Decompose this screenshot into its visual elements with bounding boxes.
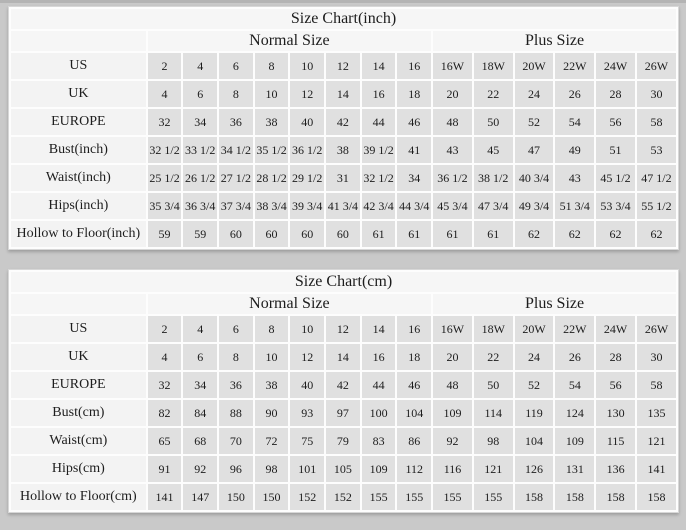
size-value-cell: 152 bbox=[290, 484, 324, 510]
size-value-cell: 92 bbox=[183, 456, 217, 482]
size-value-cell: 38 bbox=[255, 372, 289, 398]
size-value-cell: 32 bbox=[148, 109, 182, 135]
size-value-cell: 121 bbox=[637, 428, 676, 454]
size-value-cell: 28 1/2 bbox=[255, 165, 289, 191]
size-value-cell: 16 bbox=[397, 53, 431, 79]
table-row bbox=[11, 109, 676, 135]
size-value-cell: 58 bbox=[637, 372, 676, 398]
size-value-cell: 18 bbox=[397, 344, 431, 370]
size-value-cell: 47 bbox=[515, 137, 554, 163]
corner-cell bbox=[11, 31, 146, 51]
size-value-cell: 36 bbox=[219, 372, 253, 398]
size-value-cell: 38 1/2 bbox=[474, 165, 513, 191]
size-value-cell: 36 1/2 bbox=[433, 165, 472, 191]
size-value-cell: 46 bbox=[397, 109, 431, 135]
size-value-cell: 59 bbox=[183, 221, 217, 247]
size-value-cell: 10 bbox=[290, 316, 324, 342]
size-value-cell: 14 bbox=[326, 344, 360, 370]
size-value-cell: 121 bbox=[474, 456, 513, 482]
size-value-cell: 46 bbox=[397, 372, 431, 398]
size-value-cell: 32 1/2 bbox=[148, 137, 182, 163]
size-value-cell: 50 bbox=[474, 372, 513, 398]
row-label: US bbox=[11, 53, 146, 79]
size-value-cell: 43 bbox=[555, 165, 594, 191]
table-row bbox=[11, 484, 676, 510]
plus-size-header: Plus Size bbox=[433, 294, 676, 314]
size-value-cell: 126 bbox=[515, 456, 554, 482]
size-value-cell: 150 bbox=[219, 484, 253, 510]
size-value-cell: 45 3/4 bbox=[433, 193, 472, 219]
size-value-cell: 51 3/4 bbox=[555, 193, 594, 219]
size-value-cell: 39 1/2 bbox=[362, 137, 396, 163]
size-value-cell: 124 bbox=[555, 400, 594, 426]
size-value-cell: 38 3/4 bbox=[255, 193, 289, 219]
size-value-cell: 112 bbox=[397, 456, 431, 482]
size-value-cell: 88 bbox=[219, 400, 253, 426]
size-value-cell: 90 bbox=[255, 400, 289, 426]
size-value-cell: 68 bbox=[183, 428, 217, 454]
size-value-cell: 44 3/4 bbox=[397, 193, 431, 219]
size-value-cell: 62 bbox=[637, 221, 676, 247]
size-value-cell: 16W bbox=[433, 316, 472, 342]
size-value-cell: 158 bbox=[515, 484, 554, 510]
size-value-cell: 14 bbox=[362, 53, 396, 79]
table-row bbox=[11, 316, 676, 342]
size-value-cell: 22 bbox=[474, 344, 513, 370]
size-value-cell: 155 bbox=[474, 484, 513, 510]
size-value-cell: 55 1/2 bbox=[637, 193, 676, 219]
size-value-cell: 29 1/2 bbox=[290, 165, 324, 191]
size-value-cell: 10 bbox=[255, 81, 289, 107]
normal-size-header: Normal Size bbox=[148, 31, 431, 51]
size-value-cell: 12 bbox=[290, 344, 324, 370]
size-value-cell: 84 bbox=[183, 400, 217, 426]
size-value-cell: 47 3/4 bbox=[474, 193, 513, 219]
size-value-cell: 65 bbox=[148, 428, 182, 454]
table-title-row bbox=[11, 272, 676, 292]
size-value-cell: 24W bbox=[596, 53, 635, 79]
size-value-cell: 35 1/2 bbox=[255, 137, 289, 163]
row-label: Waist(inch) bbox=[11, 165, 146, 191]
size-value-cell: 35 3/4 bbox=[148, 193, 182, 219]
table-row bbox=[11, 53, 676, 79]
size-value-cell: 24 bbox=[515, 344, 554, 370]
size-value-cell: 45 bbox=[474, 137, 513, 163]
size-value-cell: 104 bbox=[515, 428, 554, 454]
size-value-cell: 38 bbox=[326, 137, 360, 163]
size-value-cell: 152 bbox=[326, 484, 360, 510]
size-value-cell: 109 bbox=[555, 428, 594, 454]
size-value-cell: 22W bbox=[555, 316, 594, 342]
size-value-cell: 32 1/2 bbox=[362, 165, 396, 191]
size-value-cell: 2 bbox=[148, 316, 182, 342]
size-value-cell: 33 1/2 bbox=[183, 137, 217, 163]
size-value-cell: 48 bbox=[433, 109, 472, 135]
size-value-cell: 40 bbox=[290, 372, 324, 398]
size-value-cell: 34 bbox=[183, 372, 217, 398]
size-value-cell: 49 3/4 bbox=[515, 193, 554, 219]
size-value-cell: 20 bbox=[433, 344, 472, 370]
table-row bbox=[11, 193, 676, 219]
size-value-cell: 41 bbox=[397, 137, 431, 163]
size-value-cell: 115 bbox=[596, 428, 635, 454]
row-label: Bust(cm) bbox=[11, 400, 146, 426]
size-value-cell: 16 bbox=[397, 316, 431, 342]
size-value-cell: 79 bbox=[326, 428, 360, 454]
normal-size-header: Normal Size bbox=[148, 294, 431, 314]
size-value-cell: 62 bbox=[596, 221, 635, 247]
size-value-cell: 8 bbox=[219, 344, 253, 370]
size-value-cell: 26 bbox=[555, 344, 594, 370]
size-value-cell: 52 bbox=[515, 372, 554, 398]
size-value-cell: 28 bbox=[596, 81, 635, 107]
size-value-cell: 52 bbox=[515, 109, 554, 135]
size-value-cell: 25 1/2 bbox=[148, 165, 182, 191]
size-value-cell: 100 bbox=[362, 400, 396, 426]
size-value-cell: 136 bbox=[596, 456, 635, 482]
size-value-cell: 86 bbox=[397, 428, 431, 454]
size-value-cell: 8 bbox=[219, 81, 253, 107]
row-label: UK bbox=[11, 81, 146, 107]
size-value-cell: 6 bbox=[219, 53, 253, 79]
size-value-cell: 6 bbox=[183, 81, 217, 107]
size-value-cell: 48 bbox=[433, 372, 472, 398]
size-value-cell: 98 bbox=[255, 456, 289, 482]
size-value-cell: 16 bbox=[362, 81, 396, 107]
size-value-cell: 36 bbox=[219, 109, 253, 135]
size-value-cell: 34 bbox=[397, 165, 431, 191]
corner-cell bbox=[11, 294, 146, 314]
size-value-cell: 75 bbox=[290, 428, 324, 454]
size-value-cell: 155 bbox=[433, 484, 472, 510]
size-value-cell: 20W bbox=[515, 53, 554, 79]
row-label: Hollow to Floor(inch) bbox=[11, 221, 146, 247]
size-value-cell: 56 bbox=[596, 109, 635, 135]
size-value-cell: 36 3/4 bbox=[183, 193, 217, 219]
size-value-cell: 20 bbox=[433, 81, 472, 107]
size-value-cell: 141 bbox=[148, 484, 182, 510]
size-value-cell: 10 bbox=[290, 53, 324, 79]
size-value-cell: 12 bbox=[326, 316, 360, 342]
size-value-cell: 58 bbox=[637, 109, 676, 135]
size-value-cell: 8 bbox=[255, 316, 289, 342]
size-value-cell: 45 1/2 bbox=[596, 165, 635, 191]
size-value-cell: 34 1/2 bbox=[219, 137, 253, 163]
row-label: EUROPE bbox=[11, 372, 146, 398]
size-value-cell: 47 1/2 bbox=[637, 165, 676, 191]
size-value-cell: 109 bbox=[362, 456, 396, 482]
size-value-cell: 130 bbox=[596, 400, 635, 426]
size-value-cell: 109 bbox=[433, 400, 472, 426]
size-value-cell: 28 bbox=[596, 344, 635, 370]
plus-size-header: Plus Size bbox=[433, 31, 676, 51]
size-value-cell: 83 bbox=[362, 428, 396, 454]
size-value-cell: 40 3/4 bbox=[515, 165, 554, 191]
size-value-cell: 104 bbox=[397, 400, 431, 426]
size-value-cell: 131 bbox=[555, 456, 594, 482]
size-value-cell: 14 bbox=[326, 81, 360, 107]
table-row bbox=[11, 372, 676, 398]
size-value-cell: 53 3/4 bbox=[596, 193, 635, 219]
size-value-cell: 30 bbox=[637, 81, 676, 107]
table-row bbox=[11, 400, 676, 426]
size-value-cell: 93 bbox=[290, 400, 324, 426]
size-value-cell: 61 bbox=[433, 221, 472, 247]
size-value-cell: 155 bbox=[362, 484, 396, 510]
row-label: US bbox=[11, 316, 146, 342]
row-label: Hips(cm) bbox=[11, 456, 146, 482]
size-value-cell: 60 bbox=[326, 221, 360, 247]
size-value-cell: 61 bbox=[474, 221, 513, 247]
table-row bbox=[11, 428, 676, 454]
size-value-cell: 70 bbox=[219, 428, 253, 454]
group-header-row bbox=[11, 31, 676, 51]
size-value-cell: 51 bbox=[596, 137, 635, 163]
size-value-cell: 44 bbox=[362, 109, 396, 135]
size-value-cell: 43 bbox=[433, 137, 472, 163]
row-label: UK bbox=[11, 344, 146, 370]
size-value-cell: 32 bbox=[148, 372, 182, 398]
size-value-cell: 60 bbox=[255, 221, 289, 247]
size-value-cell: 158 bbox=[596, 484, 635, 510]
table-row bbox=[11, 221, 676, 247]
size-value-cell: 16 bbox=[362, 344, 396, 370]
size-value-cell: 44 bbox=[362, 372, 396, 398]
table-row bbox=[11, 344, 676, 370]
size-value-cell: 39 3/4 bbox=[290, 193, 324, 219]
table-row bbox=[11, 81, 676, 107]
size-value-cell: 119 bbox=[515, 400, 554, 426]
size-chart-inch-section bbox=[8, 6, 679, 250]
size-value-cell: 62 bbox=[515, 221, 554, 247]
size-value-cell: 54 bbox=[555, 109, 594, 135]
size-value-cell: 61 bbox=[362, 221, 396, 247]
size-value-cell: 41 3/4 bbox=[326, 193, 360, 219]
size-value-cell: 141 bbox=[637, 456, 676, 482]
size-value-cell: 6 bbox=[219, 316, 253, 342]
size-value-cell: 4 bbox=[148, 81, 182, 107]
size-value-cell: 72 bbox=[255, 428, 289, 454]
size-value-cell: 4 bbox=[183, 316, 217, 342]
size-value-cell: 26W bbox=[637, 53, 676, 79]
table-row bbox=[11, 137, 676, 163]
size-value-cell: 2 bbox=[148, 53, 182, 79]
size-value-cell: 16W bbox=[433, 53, 472, 79]
size-value-cell: 26 bbox=[555, 81, 594, 107]
size-value-cell: 40 bbox=[290, 109, 324, 135]
row-label: Bust(inch) bbox=[11, 137, 146, 163]
size-value-cell: 50 bbox=[474, 109, 513, 135]
size-value-cell: 38 bbox=[255, 109, 289, 135]
table-row bbox=[11, 456, 676, 482]
size-value-cell: 24 bbox=[515, 81, 554, 107]
size-value-cell: 36 1/2 bbox=[290, 137, 324, 163]
size-value-cell: 59 bbox=[148, 221, 182, 247]
size-value-cell: 22W bbox=[555, 53, 594, 79]
row-label: Hollow to Floor(cm) bbox=[11, 484, 146, 510]
size-value-cell: 20W bbox=[515, 316, 554, 342]
size-value-cell: 22 bbox=[474, 81, 513, 107]
size-value-cell: 116 bbox=[433, 456, 472, 482]
size-chart-cm-table bbox=[8, 269, 679, 513]
size-value-cell: 26W bbox=[637, 316, 676, 342]
size-value-cell: 114 bbox=[474, 400, 513, 426]
size-value-cell: 82 bbox=[148, 400, 182, 426]
size-value-cell: 42 bbox=[326, 372, 360, 398]
size-value-cell: 10 bbox=[255, 344, 289, 370]
size-value-cell: 24W bbox=[596, 316, 635, 342]
size-value-cell: 12 bbox=[290, 81, 324, 107]
row-label: Hips(inch) bbox=[11, 193, 146, 219]
size-value-cell: 98 bbox=[474, 428, 513, 454]
size-value-cell: 30 bbox=[637, 344, 676, 370]
size-value-cell: 53 bbox=[637, 137, 676, 163]
size-value-cell: 31 bbox=[326, 165, 360, 191]
size-value-cell: 91 bbox=[148, 456, 182, 482]
size-value-cell: 62 bbox=[555, 221, 594, 247]
group-header-row bbox=[11, 294, 676, 314]
size-value-cell: 34 bbox=[183, 109, 217, 135]
size-value-cell: 6 bbox=[183, 344, 217, 370]
size-value-cell: 4 bbox=[148, 344, 182, 370]
table-row bbox=[11, 165, 676, 191]
table-title: Size Chart(cm) bbox=[11, 272, 676, 292]
size-value-cell: 56 bbox=[596, 372, 635, 398]
size-value-cell: 158 bbox=[555, 484, 594, 510]
size-value-cell: 54 bbox=[555, 372, 594, 398]
size-value-cell: 60 bbox=[219, 221, 253, 247]
size-value-cell: 42 bbox=[326, 109, 360, 135]
size-value-cell: 42 3/4 bbox=[362, 193, 396, 219]
table-title-row bbox=[11, 9, 676, 29]
size-value-cell: 18 bbox=[397, 81, 431, 107]
size-value-cell: 8 bbox=[255, 53, 289, 79]
size-value-cell: 135 bbox=[637, 400, 676, 426]
size-value-cell: 97 bbox=[326, 400, 360, 426]
size-chart-inch-table bbox=[8, 6, 679, 250]
size-value-cell: 27 1/2 bbox=[219, 165, 253, 191]
size-value-cell: 18W bbox=[474, 316, 513, 342]
size-value-cell: 158 bbox=[637, 484, 676, 510]
size-value-cell: 37 3/4 bbox=[219, 193, 253, 219]
size-value-cell: 18W bbox=[474, 53, 513, 79]
size-value-cell: 92 bbox=[433, 428, 472, 454]
size-value-cell: 12 bbox=[326, 53, 360, 79]
size-value-cell: 4 bbox=[183, 53, 217, 79]
size-value-cell: 150 bbox=[255, 484, 289, 510]
row-label: Waist(cm) bbox=[11, 428, 146, 454]
size-value-cell: 26 1/2 bbox=[183, 165, 217, 191]
size-value-cell: 147 bbox=[183, 484, 217, 510]
size-value-cell: 60 bbox=[290, 221, 324, 247]
size-chart-cm-section bbox=[8, 269, 679, 513]
size-value-cell: 96 bbox=[219, 456, 253, 482]
size-value-cell: 155 bbox=[397, 484, 431, 510]
size-value-cell: 14 bbox=[362, 316, 396, 342]
table-title: Size Chart(inch) bbox=[11, 9, 676, 29]
size-value-cell: 101 bbox=[290, 456, 324, 482]
size-value-cell: 105 bbox=[326, 456, 360, 482]
size-value-cell: 49 bbox=[555, 137, 594, 163]
size-value-cell: 61 bbox=[397, 221, 431, 247]
row-label: EUROPE bbox=[11, 109, 146, 135]
